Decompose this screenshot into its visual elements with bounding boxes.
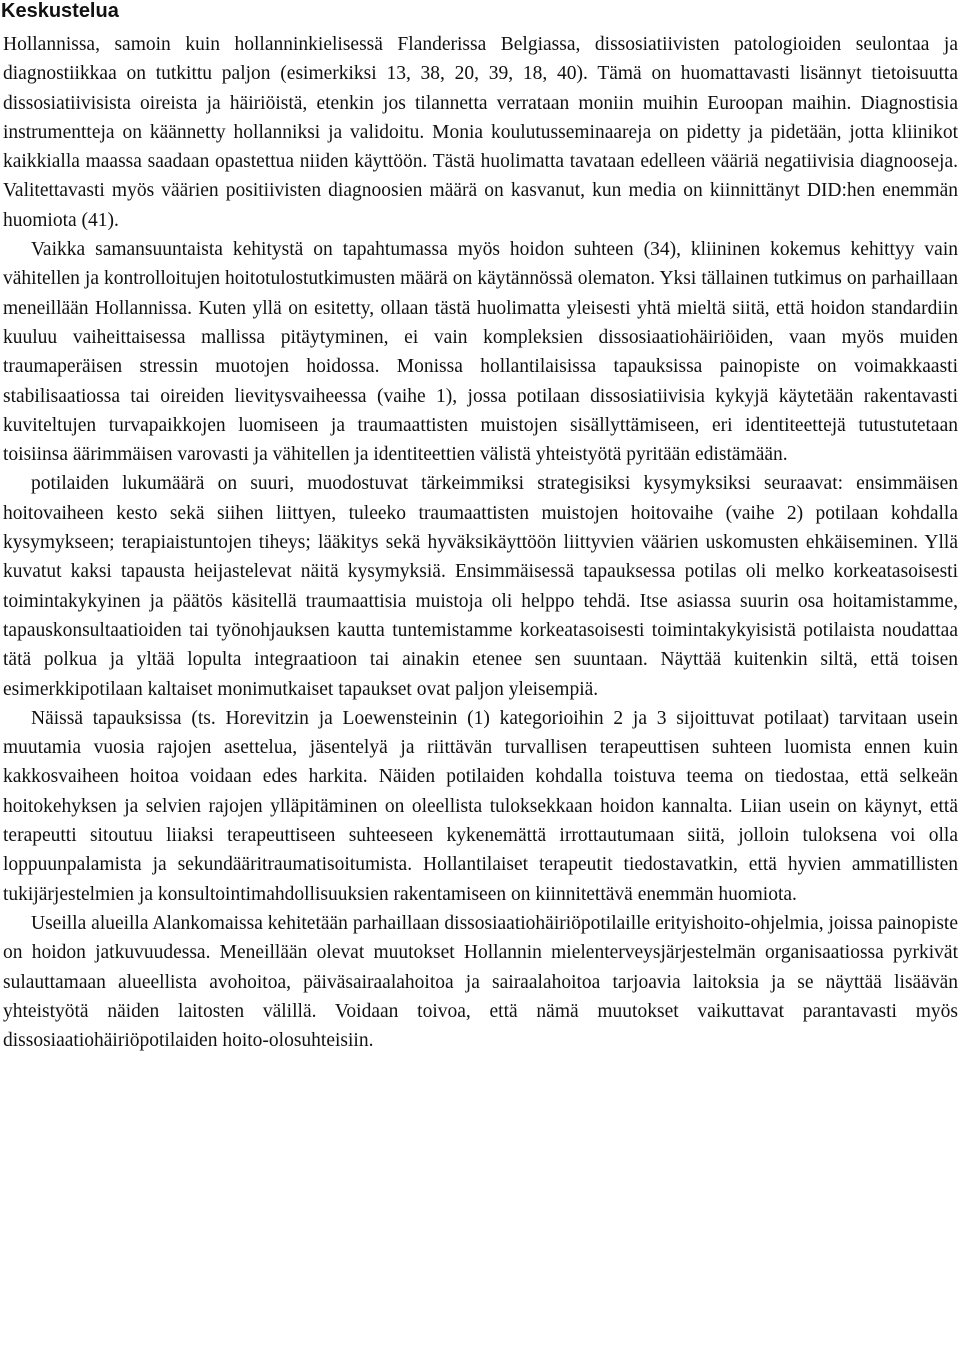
paragraph-4: Näissä tapauksissa (ts. Horevitzin ja Loewensteinin (1) kategorioihin 2 ja 3 sijoittuvat potilaat) tarvitaan usein muutamia vuosia rajojen asettelua, jäsentelyä ja riittävän turvallisen terapeuttisen suhteen luomista ennen kuin kakkosvaiheen hoitoa voidaan edes harkita. Näiden potilaiden kohdalla toistuva teema on tiedostaa, että selkeän hoitokehyksen ja selvien rajojen ylläpitäminen on oleellista tuloksekkaan hoidon kannalta. Liian usein on käynyt, että terapeutti sitoutuu liiaksi terapeuttiseen suhteeseen kykenemättä irrottautumaan siitä, jolloin tuloksena voi olla loppuunpalamista ja sekundääritraumatisoitumista. Hollantilaiset terapeutit tiedostavatkin, että hyvien ammatillisten tukijärjestelmien ja konsultointimahdollisuuksien rakentamiseen on kiinnitettävä enemmän huomiota. [3,707,958,905]
paragraph-2: Vaikka samansuuntaista kehitystä on tapahtumassa myös hoidon suhteen (34), kliininen kokemus kehittyy vain vähitellen ja kontrolloitujen hoitotulostutkimusten määrä on käytännössä olematon. Yksi tällainen tutkimus on parhaillaan meneillään Hollannissa. Kuten yllä on esitetty, ollaan tästä huolimatta yleisesti yhtä mieltä siitä, että hoidon standardiin kuuluu vaiheittaisessa mallissa pitäytyminen, ei vain kompleksien dissosiaatiohäiriöiden, vaan myös muiden traumaperäisen stressin muotojen hoidossa. Monissa hollantilaisissa tapauksissa painopiste on voimakkaasti stabilisaatiossa tai oireiden lievitysvaiheessa (vaihe 1), jossa potilaan dissosiatiivisia kykyjä käytetään rakentavasti kuviteltujen turvapaikkojen luomiseen ja traumaattisten muistojen sisällyttämiseen, eri identiteettejä tutustutetaan toisiinsa äärimmäisen varovasti ja vähitellen ja identiteettien välistä yhteistyötä pyritään edistämään. [3,239,958,466]
section-heading: Keskustelua [1,0,119,22]
paragraph-1: Hollannissa, samoin kuin hollanninkielisessä Flanderissa Belgiassa, dissosiatiivisten patologioiden seulontaa ja diagnostiikkaa on tutkittu paljon (esimerkiksi 13, 38, 20, 39, 18, 40). Tämä on huomattavasti lisännyt tietoisuutta dissosiatiivisista oireista ja häiriöistä, etenkin jos tilannetta verrataan moniin muihin Euroopan maihin. Diagnostisia instrumentteja on käännetty hollanniksi ja validoitu. Monia koulutusseminaareja on pidetty ja pidetään, jotta kliinikot kaikkialla maassa saadaan opastettua niiden käyttöön. Tästä huolimatta tavataan edelleen vääriä negatiivisia diagnooseja. Valitettavasti myös väärien positiivisten diagnoosien määrä on kasvanut, kun media on kiinnittänyt DID:hen enemmän huomiota (41). [3,34,958,231]
paragraph-3: potilaiden lukumäärä on suuri, muodostuvat tärkeimmiksi strategisiksi kysymyksiksi seuraavat: ensimmäisen hoitovaiheen kesto sekä siihen liittyen, tuleeko traumaattisten muistojen hoitovaihe (vaihe 2) potilaan kohdalla kysymykseen; terapiaistuntojen tiheys; lääkitys sekä hyväksikäyttöön liittyvien väärien uskomusten ehkäiseminen. Yllä kuvatut kaksi tapausta heijastelevat näitä kysymyksiä. Ensimmäisessä tapauksessa potilas oli melko korkeatasoisesti toimintakykyinen ja päätös käsitellä traumaattisia muistoja oli helppo tehdä. Itse asiassa suurin osa hoitamistamme, tapauskonsultaatioiden tai työnohjauksen kautta tuntemistamme korkeatasoisesti toimintakykyisistä potilaista noudattaa tätä polkua ja yltää lopulta integraatioon tai ainakin etenee sen suuntaan. Näyttää kuitenkin siltä, että toisen esimerkkipotilaan kaltaiset monimutkaiset tapaukset ovat paljon yleisempiä. [3,473,958,700]
paragraph-5: Useilla alueilla Alankomaissa kehitetään parhaillaan dissosiaatiohäiriöpotilaille erityishoito-ohjelmia, joissa painopiste on hoidon jatkuvuudessa. Meneillään olevat muutokset Hollannin mielenterveysjärjestelmän organisaatiossa pyrkivät sulauttamaan alueellista avohoitoa, päiväsairaalahoitoa ja sairaalahoitoa tarjoavia laitoksia ja se näyttää lisäävän yhteistyötä näiden laitosten välillä. Voidaan toivoa, että nämä muutokset vaikuttavat parantavasti myös dissosiaatiohäiriöpotilaiden hoito-olosuhteisiin. [3,912,958,1052]
